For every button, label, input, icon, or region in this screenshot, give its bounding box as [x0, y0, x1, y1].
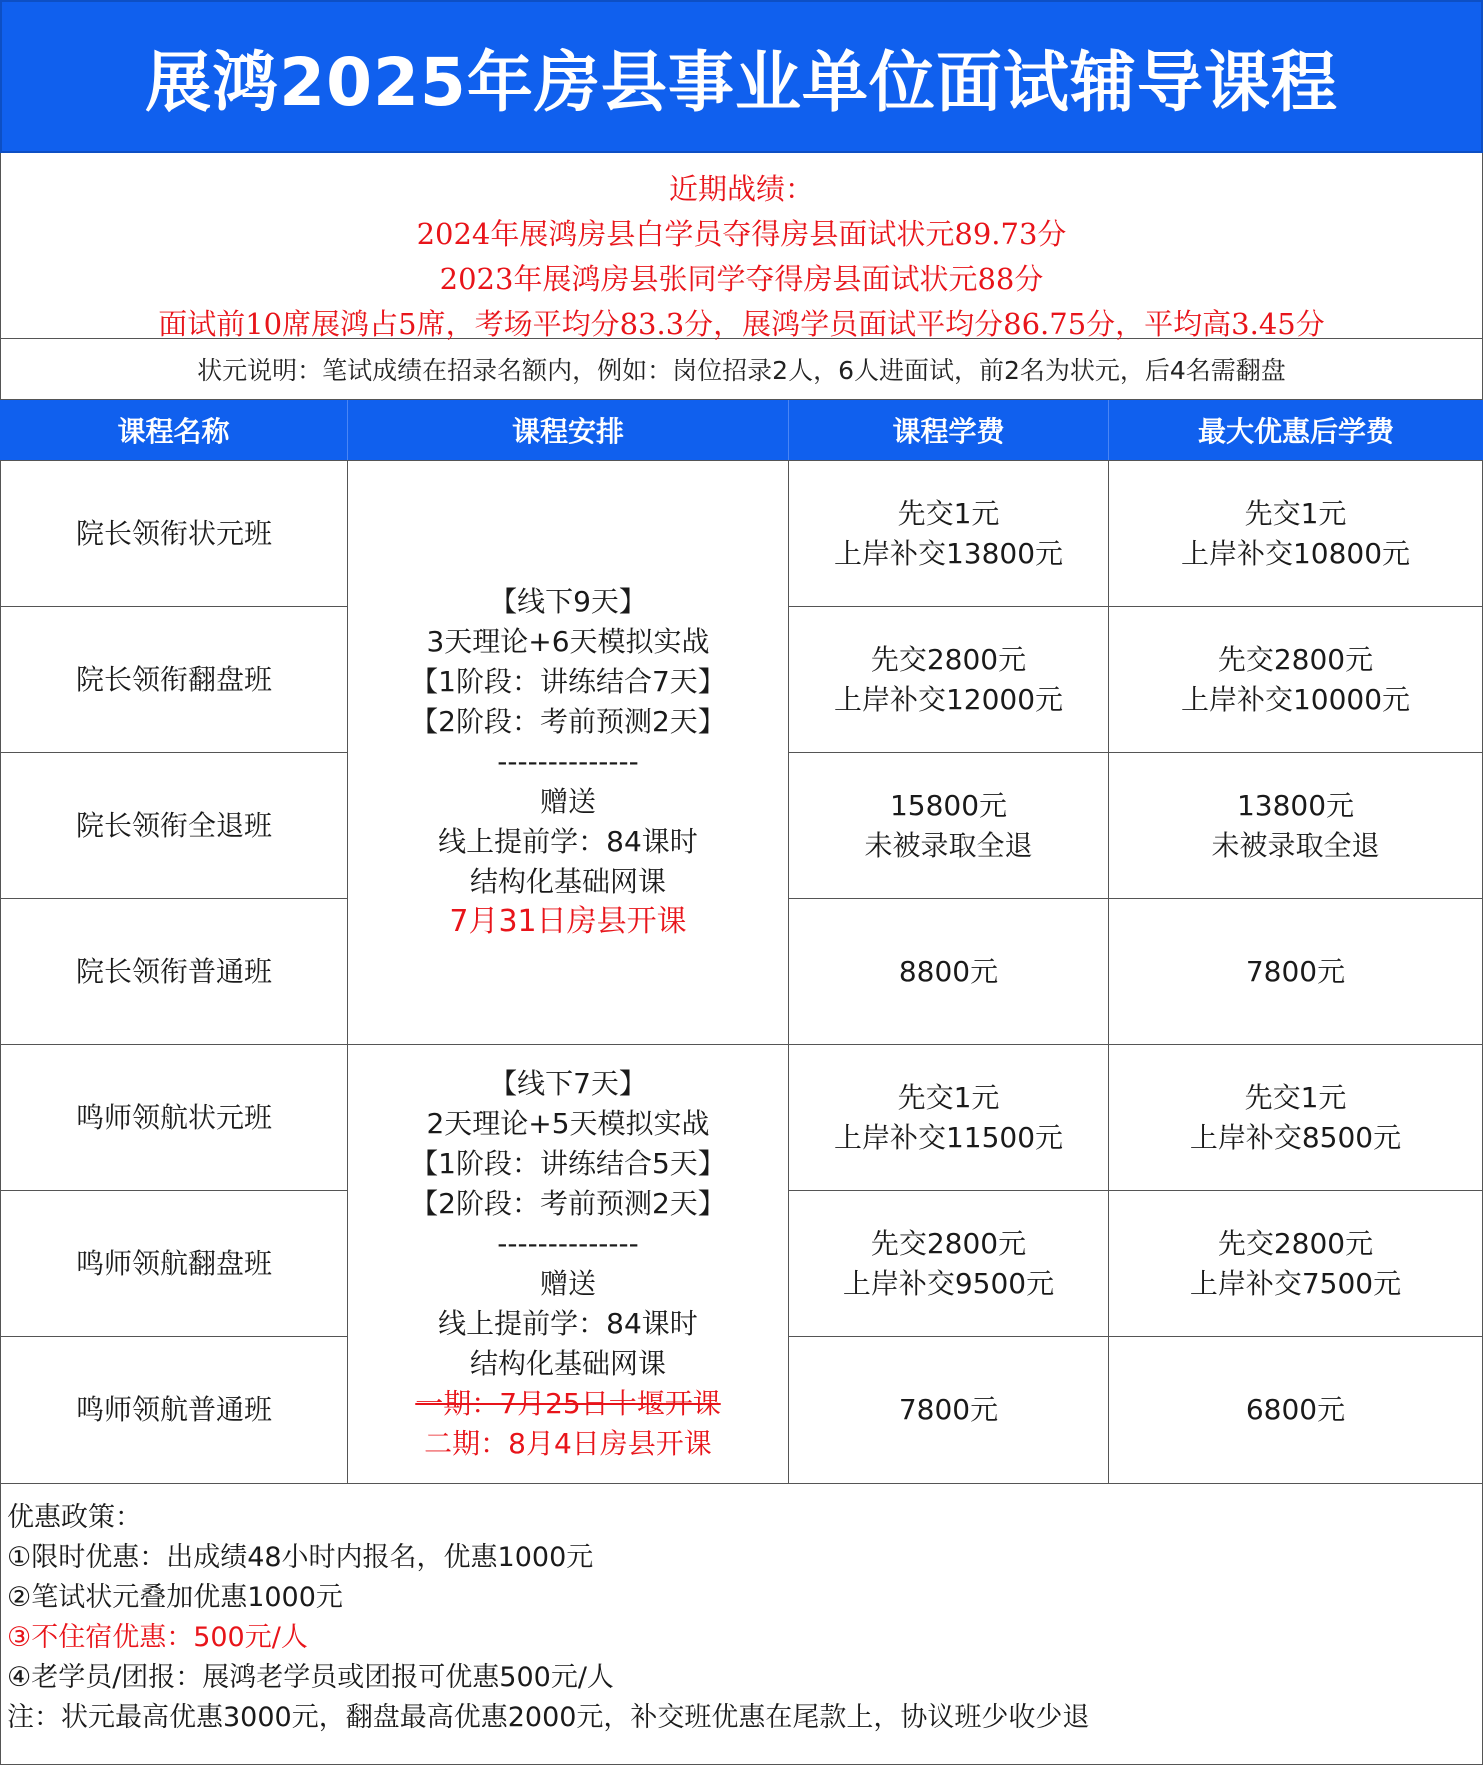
best-fee-cell [1108, 606, 1483, 753]
champion-note: 状元说明：笔试成绩在招录名额内，例如：岗位招录2人，6人进面试，前2名为状元，后4名需翻盘 [0, 339, 1483, 400]
fee-line: 先交1元 [1244, 1080, 1347, 1114]
schedule-line: 【1阶段：讲练结合5天】 [410, 1147, 726, 1180]
table-row-name [0, 1044, 348, 1191]
fee-line: 6800元 [1245, 1393, 1346, 1426]
discount-policy [0, 1483, 1483, 1765]
fee-line: 上岸补交10000元 [1180, 682, 1411, 716]
schedule-line: 【线下9天】 [489, 584, 647, 618]
best-fee-cell [1108, 898, 1483, 1045]
best-fee-cell [1108, 1044, 1483, 1191]
table-row-name [0, 752, 348, 899]
table-row-name [0, 898, 348, 1045]
results-line-2: 2023年展鸿房县张同学夺得房县面试状元88分 [439, 262, 1044, 296]
schedule-line: 线上提前学：84课时 [438, 824, 698, 858]
fee-line: 上岸补交9500元 [842, 1266, 1055, 1300]
fee-line: 上岸补交10800元 [1180, 536, 1411, 570]
fee-cell [788, 898, 1109, 1045]
start-date: 二期：8月4日房县开课 [424, 1427, 712, 1460]
course-name: 院长领衔全退班 [75, 808, 272, 842]
course-name: 院长领衔普通班 [75, 954, 272, 988]
fee-line: 7800元 [898, 1393, 999, 1426]
fee-line: 未被录取全退 [864, 828, 1033, 862]
schedule-line: 【线下7天】 [489, 1067, 647, 1100]
course-name: 鸣师领航翻盘班 [75, 1246, 272, 1280]
schedule-line: 赠送 [539, 784, 596, 818]
best-fee-cell [1108, 460, 1483, 607]
fee-line: 7800元 [1245, 954, 1346, 988]
schedule-line: 线上提前学：84课时 [438, 1307, 698, 1340]
fee-line: 13800元 [1236, 788, 1355, 822]
schedule-divider: -------------- [497, 744, 639, 778]
fee-line: 上岸补交12000元 [833, 682, 1064, 716]
policy-item: ④老学员/团报：展鸿老学员或团报可优惠500元/人 [7, 1662, 614, 1693]
schedule-line: 2天理论+5天模拟实战 [426, 1107, 710, 1140]
policy-item: ②笔试状元叠加优惠1000元 [7, 1582, 343, 1613]
table-header [0, 400, 1483, 460]
results-line-1: 2024年展鸿房县白学员夺得房县面试状元89.73分 [416, 217, 1067, 251]
fee-line: 先交2800元 [1217, 1226, 1374, 1260]
fee-cell [788, 752, 1109, 899]
fee-cell [788, 1190, 1109, 1337]
fee-line: 上岸补交11500元 [833, 1120, 1064, 1154]
course-name: 鸣师领航普通班 [75, 1393, 272, 1426]
fee-line: 8800元 [898, 954, 999, 988]
schedule-line: 3天理论+6天模拟实战 [426, 624, 710, 658]
fee-line: 先交2800元 [1217, 642, 1374, 676]
best-fee-cell [1108, 1336, 1483, 1484]
table-row-name [0, 606, 348, 753]
header-schedule: 课程安排 [348, 400, 789, 460]
start-date: 7月31日房县开课 [449, 903, 687, 939]
header-fee: 课程学费 [789, 400, 1109, 460]
fee-line: 上岸补交8500元 [1189, 1120, 1402, 1154]
policy-heading: 优惠政策： [7, 1502, 142, 1533]
fee-cell [788, 460, 1109, 607]
fee-line: 15800元 [889, 788, 1008, 822]
schedule-divider: -------------- [497, 1227, 639, 1260]
fee-line: 先交2800元 [870, 642, 1027, 676]
course-name: 院长领衔状元班 [75, 516, 272, 550]
fee-line: 上岸补交13800元 [833, 536, 1064, 570]
schedule-line: 结构化基础网课 [469, 864, 666, 898]
table-row-name [0, 460, 348, 607]
fee-line: 先交2800元 [870, 1226, 1027, 1260]
fee-line: 先交1元 [897, 1080, 1000, 1114]
course-name: 院长领衔翻盘班 [75, 662, 272, 696]
schedule-line: 【2阶段：考前预测2天】 [410, 704, 726, 738]
fee-cell [788, 1336, 1109, 1484]
header-best-fee: 最大优惠后学费 [1197, 415, 1394, 448]
header-course-name: 课程名称 [0, 400, 348, 460]
results-line-3: 面试前10席展鸿占5席，考场平均分83.3分，展鸿学员面试平均分86.75分，平均高3.45分 [158, 307, 1325, 341]
schedule-group-1 [347, 460, 789, 1045]
recent-results [0, 153, 1483, 339]
course-name: 鸣师领航状元班 [75, 1100, 272, 1134]
policy-item-highlight: ③不住宿优惠：500元/人 [7, 1622, 308, 1653]
start-date-cancelled: 一期：7月25日十堰开课 [415, 1387, 721, 1420]
fee-cell [788, 1044, 1109, 1191]
schedule-line: 【2阶段：考前预测2天】 [410, 1187, 726, 1220]
schedule-line: 【1阶段：讲练结合7天】 [410, 664, 726, 698]
fee-cell [788, 606, 1109, 753]
fee-line: 先交1元 [897, 496, 1000, 530]
policy-item: ①限时优惠：出成绩48小时内报名，优惠1000元 [7, 1542, 594, 1573]
schedule-line: 赠送 [539, 1267, 596, 1300]
schedule-line: 结构化基础网课 [469, 1347, 666, 1380]
schedule-group-2 [347, 1044, 789, 1484]
results-heading: 近期战绩： [668, 172, 814, 206]
title-banner [0, 0, 1483, 153]
page-title: 展鸿2025年房县事业单位面试辅导课程 [145, 44, 1338, 121]
best-fee-cell [1108, 752, 1483, 899]
policy-footnote: 注：状元最高优惠3000元，翻盘最高优惠2000元，补交班优惠在尾款上，协议班少收少退 [7, 1702, 1090, 1733]
best-fee-cell [1108, 1190, 1483, 1337]
fee-line: 先交1元 [1244, 496, 1347, 530]
table-row-name [0, 1336, 348, 1484]
table-row-name [0, 1190, 348, 1337]
fee-line: 未被录取全退 [1211, 828, 1380, 862]
fee-line: 上岸补交7500元 [1189, 1266, 1402, 1300]
